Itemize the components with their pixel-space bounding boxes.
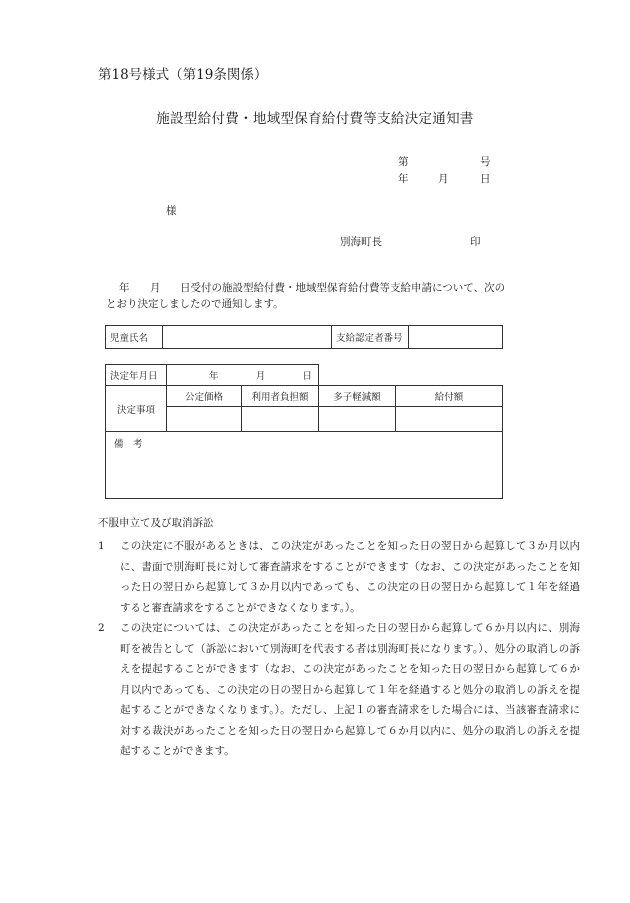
certificate-number-label: 支給認定者番号	[332, 326, 409, 349]
issue-date-month: 月	[438, 173, 449, 185]
note-text-2: この決定については、この決定があったことを知った日の翌日から起算して６か月以内に、別海町を被告として（訴訟において別海町を代表する者は別海町長になります。）、処分の取消しの訴えを提起することができます（なお、この決定があったことを知った日の翌日から起算して６か月以内であっても、この決定の日の翌日から起算して１年を経過すると処分の取消しの訴えを提起することができなくなります。）。ただし、上記１の審査請求をした場合には、当該審査請求に対する裁決があったことを知った日の翌日から起算して６か月以内に、処分の取消しの訴えを提起することができます。	[120, 622, 580, 757]
remarks-label: 備 考	[114, 439, 143, 450]
note-item-1	[98, 536, 580, 618]
notes-title: 不服申立て及び取消訴訟	[98, 517, 214, 529]
issue-number-suffix: 号	[480, 156, 491, 168]
note-number-1: 1	[98, 540, 105, 552]
issue-date-day: 日	[480, 173, 491, 185]
note-number-2: 2	[98, 622, 105, 634]
note-item-2	[98, 618, 580, 762]
column-multi-child-reduction: 多子軽減額	[319, 386, 396, 407]
decision-date-year: 年	[209, 371, 219, 382]
decision-date-label: 決定年月日	[106, 365, 167, 386]
addressee-honorific: 様	[166, 205, 177, 217]
column-official-price: 公定価格	[167, 386, 242, 407]
issuer-seal: 印	[470, 236, 481, 248]
issue-number-prefix: 第	[398, 156, 409, 168]
decision-date-value	[167, 365, 319, 386]
column-user-burden: 利用者負担額	[242, 386, 319, 407]
child-name-label: 児童氏名	[106, 326, 163, 349]
intro-month: 月	[150, 282, 161, 294]
value-benefit-amount	[396, 407, 503, 432]
issuer-name: 別海町長	[340, 236, 382, 248]
child-info-table	[105, 325, 503, 349]
value-official-price	[167, 407, 242, 432]
decision-table	[105, 364, 503, 499]
child-name-value	[163, 326, 332, 349]
remarks-cell	[106, 432, 503, 499]
decision-items-label: 決定事項	[106, 386, 167, 432]
decision-date-day: 日	[302, 371, 312, 382]
intro-line-2: とおり決定しましたので通知します。	[106, 298, 284, 310]
appeal-notes	[98, 515, 580, 762]
value-multi-child-reduction	[319, 407, 396, 432]
note-text-1: この決定に不服があるときは、この決定があったことを知った日の翌日から起算して３か月以内に、書面で別海町長に対して審査請求をすることができます（なお、この決定があったことを知った日の翌日から起算して３か月以内であっても、この決定の日の翌日から起算して１年を経過すると審査請求をすることができなくなります。）。	[120, 540, 580, 614]
issue-date-year: 年	[398, 173, 409, 185]
intro-line-1: 日受付の施設型給付費・地域型保育給付費等支給申請について、次の	[180, 282, 506, 294]
column-benefit-amount: 給付額	[396, 386, 503, 407]
document-title: 施設型給付費・地域型保育給付費等支給決定通知書	[156, 111, 474, 127]
form-number: 第18号様式（第19条関係）	[98, 67, 268, 83]
certificate-number-value	[409, 326, 503, 349]
value-user-burden	[242, 407, 319, 432]
decision-date-month: 月	[255, 371, 266, 382]
intro-year: 年	[119, 282, 130, 294]
decision-date-blank	[319, 365, 503, 386]
